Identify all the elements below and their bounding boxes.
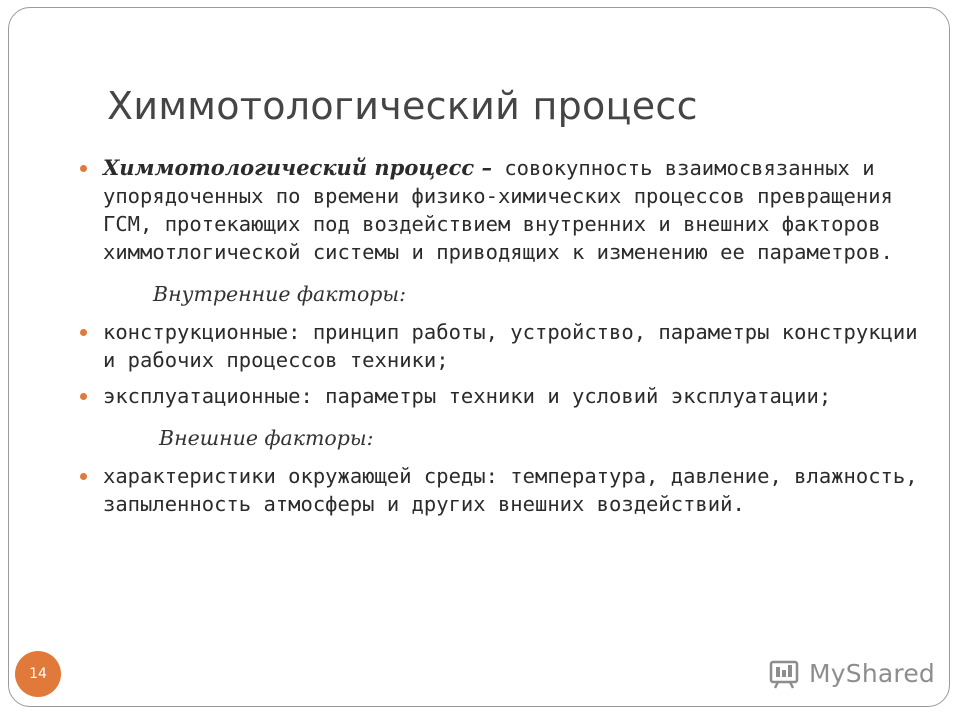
list-item-internal-2 <box>103 382 923 410</box>
definition-text: совокупность взаимосвязанных и упорядоченных по времени физико-химических процессов превращения ГСМ, протекающих под воздействием внутренних и внешних факторов химмотлогической системы и приводящих к изменению ее параметров. <box>103 156 893 264</box>
slide-content <box>103 154 923 518</box>
mysharing-watermark <box>768 655 935 691</box>
mysharing-logo-icon <box>768 656 802 690</box>
list-item-text: эксплуатационные: параметры техники и условий эксплуатации; <box>103 384 832 408</box>
page-number-badge: 14 <box>15 651 61 697</box>
bullet-icon <box>80 165 87 172</box>
internal-factors-heading: Внутренние факторы: <box>153 282 407 306</box>
list-item-internal-1 <box>103 318 923 374</box>
bullet-icon <box>80 329 87 336</box>
list-item-text: характеристики окружающей среды: температура, давление, влажность, запыленность атмосферы и других внешних воздействий. <box>103 464 918 516</box>
definition-item <box>103 154 923 266</box>
definition-term: Химмотологический процесс – <box>103 155 492 180</box>
list-item-text: конструкционные: принцип работы, устройство, параметры конструкции и рабочих процессов техники; <box>103 320 918 372</box>
watermark-text: MyShared <box>809 658 935 688</box>
external-factors-heading: Внешние факторы: <box>159 426 374 450</box>
bullet-icon <box>80 393 87 400</box>
slide-title: Химмотологический процесс <box>107 84 698 128</box>
list-item-external-1 <box>103 462 923 518</box>
bullet-icon <box>80 473 87 480</box>
